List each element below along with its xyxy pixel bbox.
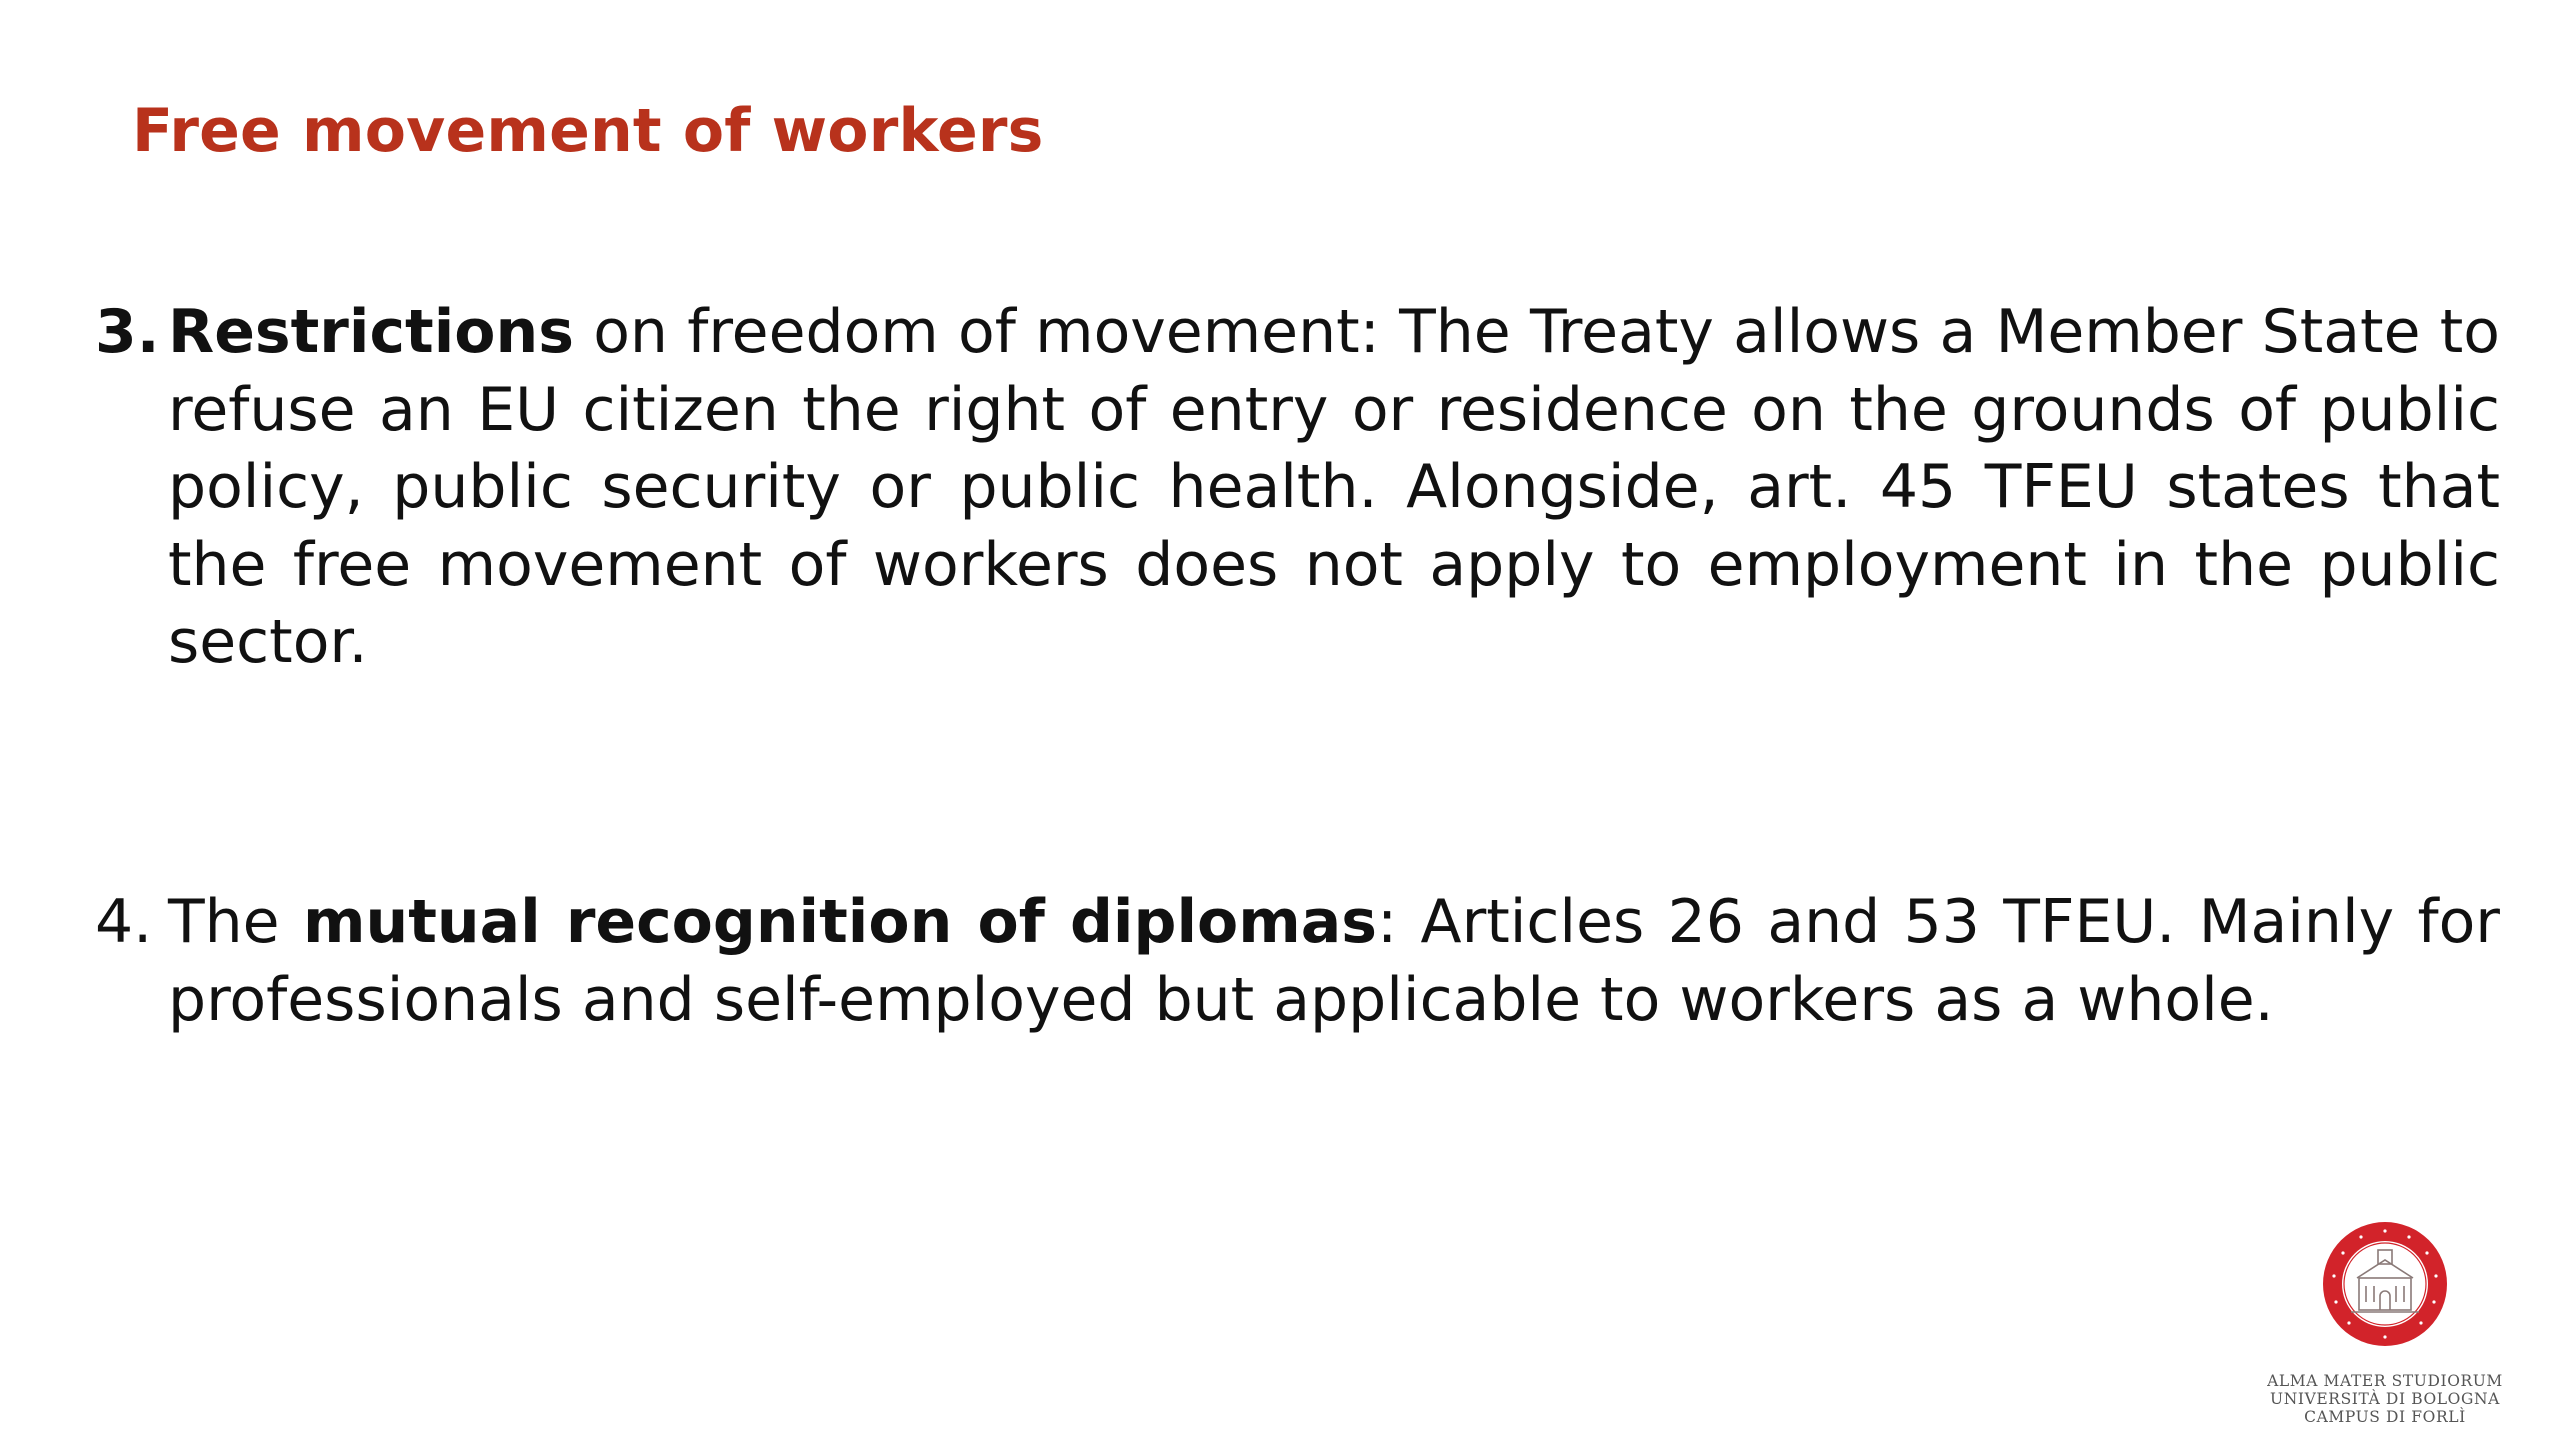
- item-number: 4.: [95, 887, 153, 957]
- item-body: [168, 294, 2500, 682]
- item-number: 3.: [95, 297, 160, 367]
- university-logo: [2250, 1220, 2520, 1430]
- logo-text-line: ALMA MATER STUDIORUM: [2267, 1372, 2503, 1390]
- logo-text-line: UNIVERSITÀ DI BOLOGNA: [2270, 1390, 2500, 1408]
- university-seal-icon: [2321, 1220, 2449, 1348]
- list-item-restrictions: [95, 294, 2500, 682]
- item-text: : Articles 26 and 53 TFEU. Mainly for professionals and self-employed but applicable to workers as a whole.: [168, 887, 2500, 1035]
- item-body: [168, 884, 2500, 1039]
- slide-title: Free movement of workers: [132, 96, 1044, 166]
- logo-text-line: CAMPUS DI FORLÌ: [2304, 1408, 2466, 1426]
- item-text: on freedom of movement: The Treaty allows a Member State to refuse an EU citizen the right of entry or residence on the grounds of public policy, public security or public health. Alongside, art. 45 TFEU states that the free movement of workers does not apply to employment in the public sector.: [168, 297, 2500, 677]
- list-item-mutual-recognition: [95, 884, 2500, 1039]
- item-bold-term: Restrictions: [168, 297, 574, 367]
- item-bold-term: mutual recognition of diplomas: [302, 887, 1377, 957]
- item-lead: The: [168, 887, 303, 957]
